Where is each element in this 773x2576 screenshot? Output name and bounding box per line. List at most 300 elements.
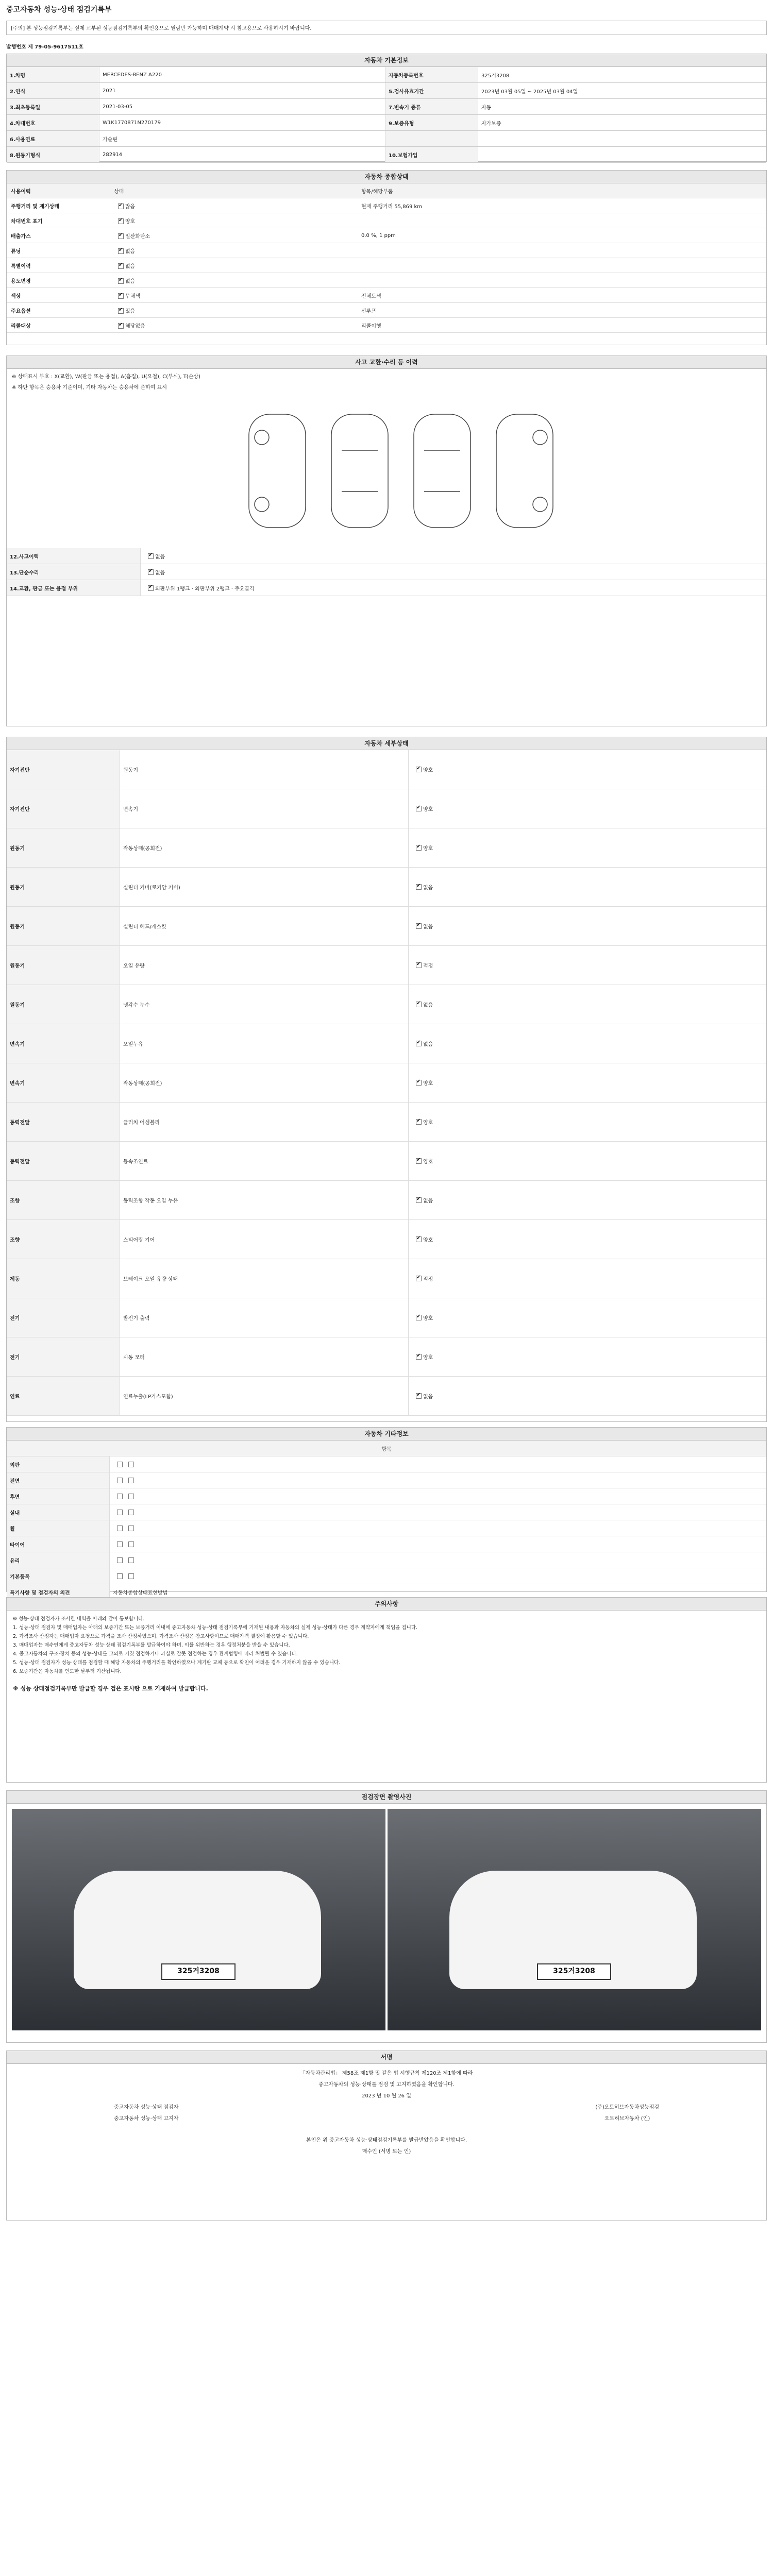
basic-row	[7, 99, 766, 115]
status-row	[7, 318, 766, 333]
detail-state-cell	[409, 828, 764, 867]
caution-line: 3. 매매업자는 매수인에게 중고자동차 성능·상태 점검기록부를 발급하여야 하며, 이를 위반하는 경우 행정처분을 받을 수 있습니다.	[13, 1642, 290, 1648]
status-state: 없음	[125, 278, 136, 284]
basic-label	[385, 131, 478, 146]
rear-plate: 325거3208	[537, 1963, 611, 1980]
checkbox-icon	[118, 233, 124, 239]
photos-title: 점검장면 촬영사진	[7, 1791, 766, 1804]
status-state-cell	[114, 307, 361, 314]
status-extra: 0.0 %, 1 ppm	[361, 232, 396, 239]
detail-state-cell	[409, 789, 764, 828]
status-row	[7, 288, 766, 303]
damage-value: 없음	[155, 570, 165, 576]
checkbox-icon	[416, 1276, 422, 1281]
detail-group: 전기	[7, 1298, 120, 1337]
basic-label: 2.연식	[7, 83, 99, 98]
detail-state: 없음	[423, 1198, 433, 1204]
basic-row	[7, 131, 766, 147]
detail-group: 원동기	[7, 907, 120, 945]
caution-line: 4. 중고자동차의 구조·장치 등의 성능·상태를 고의로 거짓 점검하거나 과실로 잘못 점검하는 경우 관계법령에 따라 처벌될 수 있습니다.	[13, 1651, 298, 1657]
other-item: 외판	[7, 1456, 110, 1472]
detail-row	[7, 907, 766, 946]
status-state-cell	[114, 321, 361, 329]
other-checks	[110, 1504, 764, 1520]
detail-group: 조향	[7, 1220, 120, 1259]
checkbox-icon	[416, 1354, 422, 1360]
detail-name: 클러치 어셈블리	[120, 1103, 409, 1141]
status-extra: 현재 주행거리 55,869 km	[361, 204, 423, 210]
detail-name: 작동상태(공회전)	[120, 828, 409, 867]
detail-title: 자동차 세부상태	[7, 737, 766, 750]
seller-name: 오토허브자동차 (인)	[604, 2116, 650, 2122]
front-photo	[12, 1809, 385, 2030]
detail-name: 작동상태(공회전)	[120, 1063, 409, 1102]
checkbox-icon	[117, 1478, 123, 1483]
status-row	[7, 243, 766, 258]
other-rows	[7, 1456, 766, 1584]
status-row	[7, 303, 766, 318]
other-head: 항목	[7, 1440, 766, 1456]
detail-state: 양호	[423, 1081, 433, 1087]
detail-state: 적정	[423, 1277, 433, 1282]
caution-line: ※ 성능·상태 점검자가 조사한 내역을 아래와 같이 통보합니다.	[13, 1616, 145, 1622]
other-title: 자동차 기타정보	[7, 1428, 766, 1440]
other-checks	[110, 1456, 764, 1472]
checkbox-icon	[117, 1541, 123, 1547]
detail-row	[7, 828, 766, 868]
basic-label: 9.보증유형	[385, 115, 478, 130]
checkbox-icon	[128, 1462, 134, 1467]
checkbox-icon	[148, 553, 154, 559]
caution-section	[6, 1597, 767, 1783]
basic-label: 10.보험가입	[385, 147, 478, 162]
basic-value: 325거3208	[478, 67, 764, 82]
damage-row	[7, 548, 766, 564]
damage-label: 12.사고이력	[7, 548, 141, 564]
detail-state: 양호	[423, 1316, 433, 1321]
detail-row	[7, 1259, 766, 1298]
checkbox-icon	[128, 1494, 134, 1499]
document-number-value: 제 79-05-9617511호	[28, 44, 83, 50]
status-state: 있음	[125, 308, 136, 314]
status-extra: 선루프	[361, 308, 376, 314]
signature-section	[6, 2050, 767, 2221]
damage-legend: ※ 상태표시 부호 : X(교환), W(판금 또는 용접), A(흠집), U(요철), C(부식), T(손상)	[12, 374, 200, 380]
receipt-line: 본인은 위 중고자동차 성능·상태점검기록부를 발급받았음을 확인합니다.	[306, 2138, 467, 2143]
document-number	[6, 42, 83, 50]
detail-group: 변속기	[7, 1063, 120, 1102]
status-state: 많음	[125, 204, 136, 210]
front-plate: 325거3208	[161, 1963, 236, 1980]
checkbox-icon	[416, 1119, 422, 1125]
other-row	[7, 1488, 766, 1504]
detail-group: 원동기	[7, 946, 120, 985]
other-item: 전면	[7, 1472, 110, 1488]
checkbox-icon	[128, 1510, 134, 1515]
detail-name: 오일누유	[120, 1024, 409, 1063]
detail-group: 원동기	[7, 868, 120, 906]
status-name: 주행거리 및 계기상태	[11, 204, 59, 210]
basic-value: MERCEDES-BENZ A220	[99, 67, 385, 82]
status-state-cell	[114, 232, 361, 240]
damage-rows	[7, 548, 766, 596]
basic-value: 가솔린	[99, 131, 385, 146]
detail-state-cell	[409, 946, 764, 985]
damage-legend-note: ※ 하단 항목은 승용차 기준이며, 기타 자동차는 승용차에 준하여 표시	[12, 385, 167, 391]
basic-label: 자동차등록번호	[385, 67, 478, 82]
detail-state-cell	[409, 1337, 764, 1376]
damage-value-cell	[141, 564, 764, 580]
checkbox-icon	[118, 218, 124, 224]
special-label: 특기사항 및 점검자의 의견	[7, 1584, 110, 1600]
status-state-cell	[114, 277, 361, 284]
other-row	[7, 1504, 766, 1520]
status-section	[6, 170, 767, 345]
detail-state: 양호	[423, 807, 433, 812]
status-state-cell	[114, 292, 361, 299]
car-top-rear	[414, 414, 470, 528]
detail-name: 변속기	[120, 789, 409, 828]
detail-row	[7, 985, 766, 1024]
document-number-label: 발행번호	[6, 44, 26, 50]
signature-title: 서명	[7, 2051, 766, 2064]
signature-body	[7, 2064, 766, 2162]
detail-name: 브레이크 오일 유량 상태	[120, 1259, 409, 1298]
other-row	[7, 1568, 766, 1584]
detail-state-cell	[409, 1103, 764, 1141]
other-item: 타이어	[7, 1536, 110, 1552]
status-state-cell	[114, 217, 361, 225]
other-row	[7, 1552, 766, 1568]
checkbox-icon	[117, 1526, 123, 1531]
damage-section	[6, 355, 767, 726]
checkbox-icon	[416, 767, 422, 772]
status-rows	[7, 198, 766, 333]
detail-name: 원동기	[120, 750, 409, 789]
detail-state: 양호	[423, 1120, 433, 1126]
detail-section	[6, 737, 767, 1422]
basic-row	[7, 115, 766, 131]
basic-info-section	[6, 54, 767, 162]
checkbox-icon	[118, 293, 124, 299]
other-checks	[110, 1472, 764, 1488]
checkbox-icon	[416, 1197, 422, 1203]
status-head-state: 상태	[114, 189, 124, 195]
basic-label: 1.차명	[7, 67, 99, 82]
detail-row	[7, 1298, 766, 1337]
other-item: 휠	[7, 1520, 110, 1536]
detail-row	[7, 1181, 766, 1220]
detail-group: 조향	[7, 1181, 120, 1219]
other-section	[6, 1427, 767, 1596]
detail-state-cell	[409, 1063, 764, 1102]
car-top-front	[331, 414, 388, 528]
detail-row	[7, 1024, 766, 1063]
inspector-name: (주)오토허브자동차성능점검	[595, 2105, 659, 2110]
basic-info-title: 자동차 기본정보	[7, 54, 766, 67]
detail-row	[7, 1220, 766, 1259]
basic-info-rows	[7, 67, 766, 163]
status-extra: 리콜이행	[361, 323, 381, 329]
checkbox-icon	[416, 1236, 422, 1242]
checkbox-icon	[118, 278, 124, 284]
detail-state-cell	[409, 1220, 764, 1259]
checkbox-icon	[416, 806, 422, 811]
detail-state: 없음	[423, 1394, 433, 1400]
status-head-item: 항목/해당부품	[361, 189, 393, 195]
basic-label: 3.최초등록일	[7, 99, 99, 114]
checkbox-icon	[117, 1462, 123, 1467]
other-row	[7, 1536, 766, 1552]
detail-group: 동력전달	[7, 1142, 120, 1180]
damage-value-cell	[141, 580, 764, 596]
caution-line: 6. 보증기간은 자동차를 인도한 날부터 기산됩니다.	[13, 1669, 122, 1674]
detail-name: 시동 모터	[120, 1337, 409, 1376]
basic-label: 7.변속기 종류	[385, 99, 478, 114]
status-state: 없음	[125, 248, 136, 255]
status-name: 리콜대상	[11, 323, 31, 329]
damage-value: 없음	[155, 554, 165, 560]
status-state: 일산화탄소	[125, 233, 150, 240]
other-row	[7, 1456, 766, 1472]
other-checks	[110, 1552, 764, 1568]
other-item: 실내	[7, 1504, 110, 1520]
caution-line: 1. 성능·상태 점검자 및 매매업자는 아래의 보증기간 또는 보증거리 이내에 중고자동차 성능·상태 점검기록부에 기재된 내용과 자동차의 실제 성능·상태가 다른 경우 계약자에게 책임을 집니다.	[13, 1625, 418, 1631]
detail-row	[7, 1142, 766, 1181]
detail-name: 스티어링 기어	[120, 1220, 409, 1259]
checkbox-icon	[128, 1573, 134, 1579]
other-item: 기본품목	[7, 1568, 110, 1584]
detail-row	[7, 1337, 766, 1377]
checkbox-icon	[118, 204, 124, 209]
checkbox-icon	[128, 1526, 134, 1531]
detail-state-cell	[409, 1024, 764, 1063]
detail-row	[7, 868, 766, 907]
detail-state: 없음	[423, 924, 433, 930]
other-item: 유리	[7, 1552, 110, 1568]
status-extra: 전체도색	[361, 293, 381, 299]
special-value: 자동차종합상태표현방법	[110, 1584, 764, 1600]
checkbox-icon	[117, 1494, 123, 1499]
caution-title: 주의사항	[7, 1598, 766, 1611]
detail-group: 변속기	[7, 1024, 120, 1063]
status-row	[7, 213, 766, 228]
detail-group: 원동기	[7, 985, 120, 1024]
detail-row	[7, 1103, 766, 1142]
checkbox-icon	[118, 263, 124, 269]
basic-value: W1K1770871N270179	[99, 115, 385, 130]
detail-state: 양호	[423, 1355, 433, 1361]
status-name: 차대번호 표기	[11, 218, 43, 225]
damage-row	[7, 580, 766, 596]
other-checks	[110, 1488, 764, 1504]
signature-line1: 「자동차관리법」 제58조 제1항 및 같은 법 시행규칙 제120조 제1항에 따라	[300, 2071, 473, 2076]
checkbox-icon	[118, 248, 124, 254]
basic-value: 자동	[478, 99, 764, 114]
caution-line: 5. 성능·상태 점검자가 성능·상태를 점검할 때 해당 자동차의 주행거리를 확인하였으나 계기판 교체 등으로 확인이 어려운 경우 기재하지 않을 수 있습니다.	[13, 1660, 341, 1666]
status-header-row	[7, 183, 766, 198]
other-checks	[110, 1536, 764, 1552]
status-name: 튜닝	[11, 248, 21, 255]
caution-line: 2. 가격조사·산정자는 매매업자 요청으로 가격을 조사·산정하였으며, 가격조사·산정은 참고사항이므로 매매가격 결정에 활용할 수 있습니다.	[13, 1634, 309, 1639]
damage-title: 사고 교환·수리 등 이력	[7, 356, 766, 369]
checkbox-icon	[118, 308, 124, 314]
basic-label: 4.차대번호	[7, 115, 99, 130]
damage-value-cell	[141, 548, 764, 564]
detail-state-cell	[409, 907, 764, 945]
checkbox-icon	[117, 1557, 123, 1563]
detail-state: 양호	[423, 1159, 433, 1165]
status-state: 해당없음	[125, 323, 145, 329]
detail-name: 연료누출(LP가스포함)	[120, 1377, 409, 1415]
detail-group: 자기진단	[7, 750, 120, 789]
damage-row	[7, 564, 766, 580]
status-head-usage: 사용이력	[11, 189, 31, 195]
checkbox-icon	[416, 845, 422, 851]
detail-name: 발전기 출력	[120, 1298, 409, 1337]
basic-row	[7, 67, 766, 83]
detail-state-cell	[409, 985, 764, 1024]
status-title: 자동차 종합상태	[7, 171, 766, 183]
checkbox-icon	[416, 962, 422, 968]
status-row	[7, 258, 766, 273]
other-checks	[110, 1568, 764, 1584]
status-state: 없음	[125, 263, 136, 269]
detail-name: 냉각수 누수	[120, 985, 409, 1024]
detail-state-cell	[409, 750, 764, 789]
detail-row	[7, 750, 766, 789]
basic-value: 282914	[99, 147, 385, 162]
caution-lines	[7, 1611, 766, 1680]
basic-value	[478, 147, 764, 162]
checkbox-icon	[416, 1002, 422, 1007]
basic-value	[478, 131, 764, 146]
basic-value: 2021-03-05	[99, 99, 385, 114]
status-name: 색상	[11, 293, 21, 299]
basic-row	[7, 147, 766, 163]
checkbox-icon	[416, 1041, 422, 1046]
damage-value: 외판부위 1랭크 · 외판부위 2랭크 · 주요골격	[155, 586, 255, 592]
detail-row	[7, 789, 766, 828]
rear-photo	[388, 1809, 761, 2030]
checkbox-icon	[416, 884, 422, 890]
detail-state: 없음	[423, 1003, 433, 1008]
detail-group: 제동	[7, 1259, 120, 1298]
basic-value: 자가보증	[478, 115, 764, 130]
checkbox-icon	[118, 323, 124, 329]
detail-state: 양호	[423, 1238, 433, 1243]
signature-parties	[11, 2102, 762, 2125]
other-item: 후면	[7, 1488, 110, 1504]
status-state: 무채색	[125, 293, 140, 299]
status-state: 양호	[125, 218, 136, 225]
checkbox-icon	[416, 1315, 422, 1320]
status-row	[7, 273, 766, 288]
detail-group: 연료	[7, 1377, 120, 1415]
basic-row	[7, 83, 766, 99]
damage-label: 14.교환, 판금 또는 용접 부위	[7, 580, 141, 596]
detail-state: 없음	[423, 1042, 433, 1047]
detail-name: 동력조향 작동 오일 누유	[120, 1181, 409, 1219]
checkbox-icon	[128, 1541, 134, 1547]
detail-group: 원동기	[7, 828, 120, 867]
checkbox-icon	[148, 569, 154, 575]
checkbox-icon	[128, 1478, 134, 1483]
detail-row	[7, 1377, 766, 1416]
other-row	[7, 1520, 766, 1536]
inspector-label: 중고자동차 성능·상태 점검자	[114, 2105, 179, 2110]
checkbox-icon	[416, 1393, 422, 1399]
seller-label: 중고자동차 성능·상태 고지자	[114, 2116, 179, 2122]
basic-label: 6.사용연료	[7, 131, 99, 146]
photos-section	[6, 1790, 767, 2043]
photo-row	[7, 1804, 766, 2036]
checkbox-icon	[416, 1080, 422, 1086]
detail-state: 없음	[423, 885, 433, 891]
status-name: 용도변경	[11, 278, 31, 284]
detail-row	[7, 946, 766, 985]
status-name: 특별이력	[11, 263, 31, 269]
document-title: 중고자동차 성능·상태 점검기록부	[6, 6, 112, 14]
checkbox-icon	[416, 1158, 422, 1164]
status-row	[7, 228, 766, 243]
detail-name: 오일 유량	[120, 946, 409, 985]
status-name: 주요옵션	[11, 308, 31, 314]
detail-group: 동력전달	[7, 1103, 120, 1141]
detail-row	[7, 1063, 766, 1103]
other-row	[7, 1472, 766, 1488]
detail-state-cell	[409, 1181, 764, 1219]
other-checks	[110, 1520, 764, 1536]
caution-final: ※ 성능 상태점검기록부만 발급할 경우 검은 표시란 으로 기재하여 발급합니다.	[13, 1685, 208, 1692]
signature-date: 2023 년 10 월 26 일	[362, 2093, 411, 2099]
car-outline-svg	[7, 394, 767, 548]
checkbox-icon	[128, 1557, 134, 1563]
checkbox-icon	[416, 923, 422, 929]
status-state-cell	[114, 202, 361, 210]
status-state-cell	[114, 247, 361, 255]
basic-label: 8.원동기형식	[7, 147, 99, 162]
status-row	[7, 198, 766, 213]
detail-state-cell	[409, 868, 764, 906]
basic-value: 2023년 03월 05일 ~ 2025년 03월 04일	[478, 83, 764, 98]
checkbox-icon	[148, 585, 154, 591]
checkbox-icon	[117, 1573, 123, 1579]
detail-state-cell	[409, 1377, 764, 1415]
detail-rows	[7, 750, 766, 1416]
checkbox-icon	[117, 1510, 123, 1515]
notice-box: [주의] 본 성능점검기록부는 실제 교부된 성능점검기록부의 확인용으로 열람만 가능하며 매매계약 시 참고용으로 사용하시기 바랍니다.	[6, 21, 767, 35]
detail-name: 등속조인트	[120, 1142, 409, 1180]
detail-state: 양호	[423, 846, 433, 852]
car-diagram	[7, 394, 766, 548]
detail-name: 실린더 헤드/개스킷	[120, 907, 409, 945]
damage-label: 13.단순수리	[7, 564, 141, 580]
detail-state: 적정	[423, 963, 433, 969]
detail-group: 전기	[7, 1337, 120, 1376]
detail-state-cell	[409, 1259, 764, 1298]
detail-state-cell	[409, 1298, 764, 1337]
status-state-cell	[114, 262, 361, 269]
detail-name: 실린더 커버(로커암 커버)	[120, 868, 409, 906]
signature-line2: 중고자동차의 성능·상태를 점검 및 고지하였음을 확인합니다.	[318, 2082, 455, 2088]
status-name: 배출가스	[11, 233, 31, 240]
basic-label: 5.검사유효기간	[385, 83, 478, 98]
basic-value: 2021	[99, 83, 385, 98]
detail-state: 양호	[423, 768, 433, 773]
detail-group: 자기진단	[7, 789, 120, 828]
buyer-line: 매수인 (서명 또는 인)	[362, 2149, 411, 2155]
